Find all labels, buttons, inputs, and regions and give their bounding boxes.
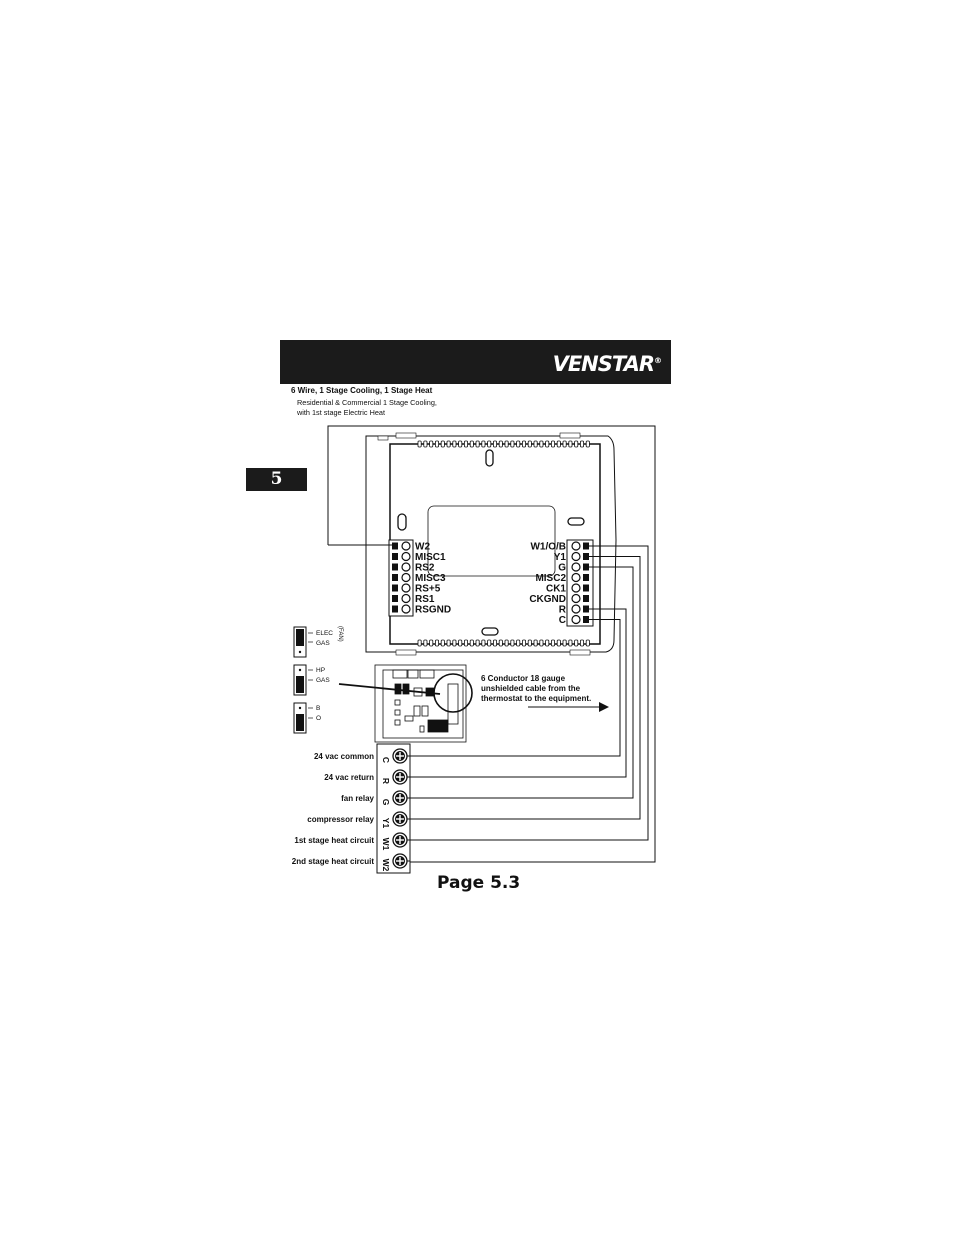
right-terminal-screw [583, 543, 589, 550]
left-terminal-ring [402, 574, 410, 582]
right-terminal-screw [583, 553, 589, 560]
section-tab: 5 [246, 468, 307, 491]
left-terminal-ring [402, 595, 410, 603]
mounting-slot-top [486, 450, 493, 466]
equipment-terminal-code: G [381, 798, 391, 806]
brand-name: VENSTAR [552, 352, 654, 376]
left-terminal-screw [392, 564, 398, 571]
right-terminal-screw [583, 616, 589, 623]
equipment-terminal-code: W1 [381, 837, 391, 851]
right-terminal-label: CKGND [529, 594, 566, 605]
jumper-o-label: O [316, 715, 322, 722]
right-terminal-ring [572, 553, 580, 561]
right-terminal-label: R [558, 604, 566, 616]
jumper-hp-label: HP [316, 667, 326, 674]
right-terminal-label: G [558, 562, 566, 574]
left-terminal-label: MISC1 [415, 552, 446, 563]
equipment-terminal-strip [377, 744, 410, 873]
diagram-title: 6 Wire, 1 Stage Cooling, 1 Stage Heat [291, 386, 433, 395]
mounting-slot-left [398, 514, 406, 530]
left-terminal-screw [392, 595, 398, 602]
right-terminal-label: MISC2 [535, 573, 566, 584]
equipment-terminal-description: compressor relay [307, 815, 374, 824]
jumper-b-o [294, 703, 321, 733]
subtitle-line-1: Residential & Commercial 1 Stage Cooling, [297, 398, 437, 407]
left-terminal-ring [402, 605, 410, 613]
equipment-terminal-description: 24 vac common [313, 752, 374, 761]
jumper-elec-gas [294, 626, 343, 657]
left-terminal-ring [402, 542, 410, 550]
right-terminal-ring [572, 584, 580, 592]
right-terminal-ring [572, 595, 580, 603]
right-terminal-screw [583, 574, 589, 581]
page-label: Page 5.3 [437, 873, 521, 893]
right-terminal-screw [583, 585, 589, 592]
right-terminal-ring [572, 574, 580, 582]
jumper-elec-label: ELEC [316, 630, 333, 637]
equipment-terminal-code: R [381, 777, 391, 785]
left-terminal-screw [392, 574, 398, 581]
left-terminal-screw [392, 543, 398, 550]
right-terminal-ring [572, 563, 580, 571]
right-terminal-ring [572, 616, 580, 624]
jumper-fan-label: (FAN) [337, 626, 343, 642]
right-terminal-label: Y1 [553, 552, 566, 563]
left-terminal-screw [392, 585, 398, 592]
equipment-terminal-code: Y1 [381, 817, 391, 829]
circuit-board [375, 665, 472, 742]
jumper-gas2-label: GAS [316, 677, 330, 684]
left-terminal-label: RS1 [415, 594, 435, 605]
right-terminal-screw [583, 595, 589, 602]
left-terminal-label: W2 [415, 541, 430, 553]
left-terminal-ring [402, 563, 410, 571]
left-terminal-ring [402, 553, 410, 561]
mounting-slot-right [568, 518, 584, 525]
subtitle-line-2: with 1st stage Electric Heat [297, 408, 386, 417]
equipment-terminal-code: C [381, 756, 391, 764]
right-terminal-ring [572, 605, 580, 613]
right-terminal-screw [583, 564, 589, 571]
cable-note-line-1: 6 Conductor 18 gauge [481, 674, 566, 683]
equipment-terminal-description: 2nd stage heat circuit [291, 857, 374, 866]
jumper-hp-gas [294, 665, 330, 695]
left-terminal-ring [402, 584, 410, 592]
right-terminal-screw [583, 606, 589, 613]
right-terminal-label: C [558, 615, 566, 626]
jumper-b-label: B [316, 705, 321, 712]
left-terminal-label: RS+5 [415, 583, 441, 595]
right-terminal-label: CK1 [545, 583, 566, 595]
registered-mark: ® [654, 356, 661, 365]
equipment-terminal-description: 1st stage heat circuit [294, 836, 374, 845]
right-terminal-label: W1/O/B [530, 541, 566, 553]
right-terminal-block [567, 540, 593, 626]
left-terminal-screw [392, 606, 398, 613]
mounting-slot-bottom [482, 628, 498, 635]
equipment-terminal-description: 24 vac return [324, 773, 374, 782]
equipment-terminal-description: fan relay [341, 794, 374, 803]
left-terminal-label: RSGND [415, 604, 452, 616]
equipment-terminal-code: W2 [381, 858, 391, 872]
left-terminal-label: MISC3 [415, 573, 446, 584]
left-terminal-label: RS2 [415, 562, 435, 574]
cable-note-line-2: unshielded cable from the [481, 684, 581, 693]
right-terminal-ring [572, 542, 580, 550]
left-terminal-screw [392, 553, 398, 560]
jumper-gas-label: GAS [316, 640, 330, 647]
arrow-icon [528, 702, 609, 712]
cable-note-line-3: thermostat to the equipment. [481, 694, 592, 703]
